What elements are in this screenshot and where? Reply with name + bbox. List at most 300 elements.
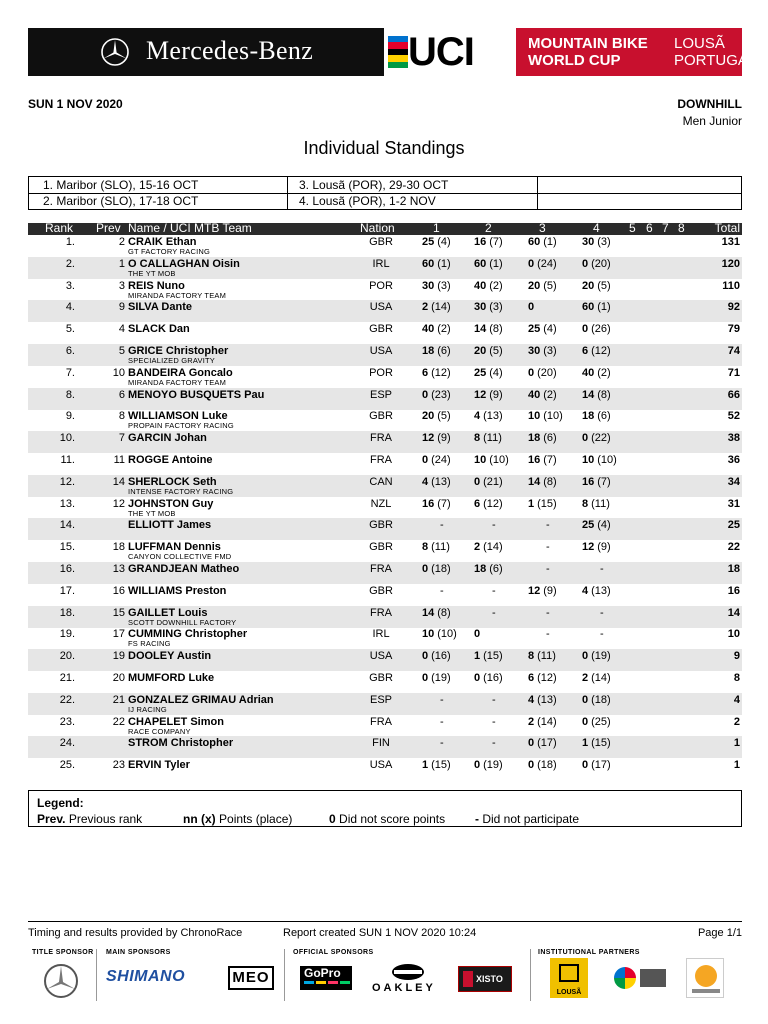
divider <box>530 949 531 1001</box>
total-cell: 18 <box>727 563 740 575</box>
oakley-ellipse-icon <box>390 963 426 981</box>
total-cell: 4 <box>733 693 740 706</box>
divider <box>287 177 288 209</box>
total-cell: 74 <box>727 345 740 357</box>
legend-title: Legend: <box>37 796 84 810</box>
turismo-text-block <box>640 969 666 987</box>
round-1-cell <box>422 367 451 380</box>
prev-rank-cell: 6 <box>118 388 125 401</box>
round-place: (22) <box>591 432 611 445</box>
round-points: 10 <box>474 454 487 466</box>
nation-cell: FIN <box>372 737 390 750</box>
round-place: (13) <box>591 584 611 597</box>
event-location <box>674 35 756 69</box>
table-row <box>28 649 742 671</box>
round-1-cell <box>422 672 451 685</box>
round-points: - <box>440 715 444 728</box>
round-place: (6) <box>543 432 557 445</box>
total-cell: 1 <box>733 759 740 772</box>
round-place: (15) <box>483 650 503 663</box>
round-place: (2) <box>543 388 557 401</box>
events-table <box>28 176 742 210</box>
round-points: 0 <box>582 432 589 445</box>
oakley-logo: OAKLEY <box>372 982 436 994</box>
event-title <box>528 35 648 69</box>
gopro-color-bar <box>304 981 352 984</box>
round-3-cell <box>528 759 557 772</box>
round-2-cell <box>474 454 509 467</box>
round-place: (19) <box>483 759 503 772</box>
round-1-cell <box>440 716 444 729</box>
round-place: (10) <box>543 410 563 423</box>
round-3-cell <box>528 301 534 314</box>
rank-cell: 24. <box>59 737 75 750</box>
round-points: - <box>440 737 444 750</box>
round-4-cell <box>582 672 611 685</box>
round-4-cell <box>582 410 611 423</box>
rider-name: SILVA Dante <box>128 301 192 314</box>
round-points: 0 <box>582 715 589 728</box>
round-3-cell <box>528 389 557 402</box>
round-place: (2) <box>489 279 503 292</box>
round-points: 6 <box>582 345 589 357</box>
round-place: (8) <box>543 475 557 488</box>
round-points: 30 <box>528 345 541 357</box>
round-3-cell <box>546 519 550 532</box>
sponsor-label-main: MAIN SPONSORS <box>106 949 171 956</box>
round-4-cell <box>582 367 611 380</box>
round-points: 20 <box>474 345 487 357</box>
total-cell: 34 <box>727 475 740 488</box>
event-3: 3. Lousã (POR), 29-30 OCT <box>299 178 449 192</box>
round-1-cell <box>422 759 451 772</box>
round-points: 0 <box>582 693 589 706</box>
nation-cell: GBR <box>369 541 393 554</box>
round-points: 4 <box>474 410 481 423</box>
rank-cell: 4. <box>65 301 75 314</box>
round-1-cell <box>440 694 444 707</box>
table-row <box>28 715 742 737</box>
col-name: Name / UCI MTB Team <box>128 221 252 235</box>
rank-cell: 12. <box>59 475 75 488</box>
round-place: (21) <box>483 475 503 488</box>
round-2-cell <box>474 280 503 293</box>
footer-page: Page 1/1 <box>697 927 742 939</box>
col-round-1: 1 <box>433 221 440 235</box>
rider-name: CUMMING Christopher <box>128 628 248 641</box>
total-cell: 25 <box>727 519 740 532</box>
round-1-cell <box>422 258 451 271</box>
ipdj-text-bar <box>692 989 720 993</box>
round-1-cell <box>422 323 451 336</box>
xisto-text: XISTO <box>476 974 503 984</box>
table-row <box>28 540 742 562</box>
round-place: (3) <box>489 301 503 314</box>
round-points: - <box>492 693 496 706</box>
category: Men Junior <box>682 114 742 128</box>
round-2-cell <box>492 694 496 707</box>
rider-name: JOHNSTON Guy <box>128 497 214 510</box>
round-place: (11) <box>483 432 502 445</box>
round-2-cell <box>474 672 503 685</box>
round-place: (16) <box>431 650 451 663</box>
col-round-7: 7 <box>662 221 669 235</box>
round-points: 0 <box>422 650 429 663</box>
total-cell: 52 <box>727 410 740 423</box>
nation-cell: CAN <box>369 475 393 488</box>
round-points: 0 <box>474 759 481 772</box>
rank-cell: 19. <box>59 628 75 641</box>
round-points: 0 <box>474 628 481 641</box>
round-points: - <box>492 737 496 750</box>
round-3-cell <box>546 628 550 641</box>
rank-cell: 14. <box>59 519 75 532</box>
legend-prev-key: Prev. <box>37 812 66 826</box>
round-points: 25 <box>422 236 435 248</box>
round-2-cell <box>474 301 503 314</box>
round-4-cell <box>582 345 611 358</box>
event-1: 1. Maribor (SLO), 15-16 OCT <box>43 178 199 192</box>
header-banner <box>28 28 757 76</box>
rank-cell: 22. <box>59 693 75 706</box>
round-place: (20) <box>537 366 557 379</box>
round-points: - <box>546 606 550 619</box>
round-2-cell <box>492 716 496 729</box>
nation-cell: USA <box>369 301 393 314</box>
round-points: 16 <box>582 475 595 488</box>
round-place: (25) <box>591 715 611 728</box>
table-row <box>28 344 742 366</box>
rank-cell: 9. <box>65 410 75 423</box>
nation-cell: USA <box>369 345 393 357</box>
round-points: 18 <box>422 345 435 357</box>
event-2: 2. Maribor (SLO), 17-18 OCT <box>43 194 199 208</box>
round-1-cell <box>422 650 451 663</box>
rider-name: ELLIOTT James <box>128 519 212 532</box>
round-place: (4) <box>597 519 611 532</box>
round-3-cell <box>528 323 557 336</box>
round-points: 6 <box>422 366 429 379</box>
round-place: (12) <box>483 497 503 510</box>
table-row <box>28 693 742 715</box>
lousa-logo <box>550 958 588 998</box>
rider-name: CRAIK Ethan <box>128 236 197 248</box>
round-1-cell <box>422 498 451 511</box>
nation-cell: IRL <box>372 257 390 270</box>
round-3-cell <box>528 476 557 489</box>
total-cell: 1 <box>733 737 740 750</box>
rank-cell: 1. <box>65 236 75 248</box>
round-4-cell <box>582 301 611 314</box>
round-1-cell <box>440 585 444 598</box>
rank-cell: 23. <box>59 715 75 728</box>
uci-logo <box>384 28 516 76</box>
nation-cell: USA <box>369 759 393 772</box>
round-place: (9) <box>543 584 557 597</box>
round-points: 8 <box>528 650 535 663</box>
total-cell: 10 <box>727 628 740 641</box>
round-points: 0 <box>422 388 429 401</box>
nation-cell: GBR <box>369 323 393 336</box>
rider-team: FS RACING <box>128 639 171 649</box>
round-4-cell <box>582 759 611 772</box>
uci-text: UCI <box>408 30 474 74</box>
round-place: (11) <box>591 497 610 510</box>
round-points: 1 <box>528 497 535 510</box>
round-points: 40 <box>422 323 435 336</box>
prev-rank-cell: 3 <box>118 279 125 292</box>
round-points: 14 <box>422 606 435 619</box>
rank-cell: 10. <box>59 432 75 445</box>
total-cell: 120 <box>721 257 740 270</box>
turismo-centro-logo <box>614 958 670 998</box>
round-points: 60 <box>582 301 595 314</box>
col-nation: Nation <box>360 221 395 235</box>
round-points: 16 <box>422 497 435 510</box>
prev-rank-cell: 15 <box>112 606 125 619</box>
round-place: (15) <box>537 497 557 510</box>
round-place: (6) <box>597 410 611 423</box>
round-3-cell <box>528 716 557 729</box>
round-place: (5) <box>543 279 557 292</box>
col-rank: Rank <box>45 221 74 235</box>
round-points: 16 <box>474 236 487 248</box>
event-4: 4. Lousã (POR), 1-2 NOV <box>299 194 436 208</box>
round-4-cell <box>582 280 611 293</box>
divider <box>284 949 285 1001</box>
round-1-cell <box>422 432 451 445</box>
prev-rank-cell: 21 <box>112 693 125 706</box>
round-3-cell <box>528 410 563 423</box>
round-place: (7) <box>597 475 611 488</box>
col-round-3: 3 <box>539 221 546 235</box>
total-cell: 66 <box>727 388 740 401</box>
prev-rank-cell: 10 <box>112 366 125 379</box>
round-place: (18) <box>431 563 451 575</box>
nation-cell: ESP <box>369 388 392 401</box>
nation-cell: GBR <box>369 410 393 423</box>
round-points: 18 <box>474 563 487 575</box>
round-place: (3) <box>597 236 611 248</box>
round-2-cell <box>474 476 503 489</box>
round-place: (15) <box>431 759 451 772</box>
round-place: (9) <box>597 541 611 554</box>
prev-rank-cell: 13 <box>112 563 125 575</box>
rank-cell: 16. <box>59 563 75 575</box>
round-points: - <box>492 584 496 597</box>
rider-name: O CALLAGHAN Oisin <box>128 257 240 270</box>
round-points: 25 <box>582 519 595 532</box>
col-round-5: 5 <box>629 221 636 235</box>
rider-team: CANYON COLLECTIVE FMD <box>128 552 232 562</box>
total-cell: 2 <box>733 715 740 728</box>
table-row <box>28 518 742 540</box>
gopro-logo <box>300 966 352 990</box>
round-1-cell <box>422 476 451 489</box>
ipdj-logo <box>686 958 724 998</box>
round-1-cell <box>422 280 451 293</box>
rank-cell: 18. <box>59 606 75 619</box>
round-points: - <box>440 519 444 532</box>
legend-prev-desc: Previous rank <box>68 812 143 826</box>
round-4-cell <box>582 650 611 663</box>
round-4-cell <box>582 432 611 445</box>
round-3-cell <box>528 367 557 380</box>
event-title-block <box>516 28 757 76</box>
round-points: 60 <box>422 257 435 270</box>
round-place: (1) <box>543 236 557 248</box>
round-points: - <box>492 606 496 619</box>
round-1-cell <box>422 236 451 249</box>
round-place: (8) <box>437 606 451 619</box>
nation-cell: FRA <box>370 563 392 575</box>
round-points: 12 <box>422 432 435 445</box>
table-row <box>28 257 742 279</box>
rank-cell: 5. <box>65 323 75 336</box>
legend-dash <box>475 812 579 826</box>
round-points: 40 <box>582 366 595 379</box>
rider-name: GARCIN Johan <box>128 432 207 445</box>
round-2-cell <box>492 585 496 598</box>
round-1-cell <box>440 737 444 750</box>
round-place: (17) <box>537 737 557 750</box>
table-row <box>28 606 742 628</box>
total-cell: 92 <box>727 301 740 314</box>
rank-cell: 15. <box>59 541 75 554</box>
round-points: 4 <box>528 693 535 706</box>
round-points: 0 <box>422 672 429 684</box>
mercedes-star-icon <box>100 37 130 67</box>
round-4-cell <box>582 258 611 271</box>
nation-cell: GBR <box>369 584 393 597</box>
round-place: (10) <box>437 628 457 641</box>
round-points: 8 <box>422 541 429 554</box>
round-points: 20 <box>422 410 435 423</box>
prev-rank-cell: 11 <box>113 454 125 466</box>
race-date: SUN 1 NOV 2020 <box>28 97 123 111</box>
round-points: 14 <box>474 323 487 336</box>
rider-team: SPECIALIZED GRAVITY <box>128 356 216 365</box>
nation-cell: USA <box>369 650 393 663</box>
round-points: 20 <box>528 279 541 292</box>
round-place: (9) <box>437 432 451 445</box>
round-place: (24) <box>431 454 451 466</box>
round-4-cell <box>600 628 604 641</box>
round-points: 0 <box>582 257 589 270</box>
round-place: (1) <box>489 257 503 270</box>
nation-cell: FRA <box>370 432 392 445</box>
rider-name: BANDEIRA Goncalo <box>128 366 233 379</box>
total-cell: 110 <box>722 279 740 292</box>
round-2-cell <box>474 258 503 271</box>
round-2-cell <box>474 759 503 772</box>
round-points: 0 <box>422 563 429 575</box>
turismo-circle-icon <box>614 967 636 989</box>
round-place: (24) <box>537 257 557 270</box>
round-4-cell <box>582 323 611 336</box>
prev-rank-cell: 19 <box>112 650 125 663</box>
round-place: (26) <box>591 323 611 336</box>
rider-name: MENOYO BUSQUETS Pau <box>128 388 265 401</box>
round-points: 10 <box>422 628 435 641</box>
round-place: (9) <box>489 388 503 401</box>
round-points: 1 <box>582 737 589 750</box>
round-place: (7) <box>489 236 503 248</box>
round-points: 60 <box>528 236 541 248</box>
round-3-cell <box>528 498 557 511</box>
uci-rainbow-stripes <box>388 36 408 68</box>
round-4-cell <box>582 236 611 249</box>
round-place: (15) <box>591 737 611 750</box>
legend-points-desc: Points (place) <box>219 812 293 826</box>
rider-name: WILLIAMS Preston <box>128 584 227 597</box>
rider-name: GAILLET Louis <box>128 606 208 619</box>
round-3-cell <box>528 345 557 358</box>
round-4-cell <box>582 476 611 489</box>
round-points: 0 <box>582 323 589 336</box>
col-round-2: 2 <box>485 221 492 235</box>
prev-rank-cell: 1 <box>118 257 125 270</box>
rider-name: ERVIN Tyler <box>128 759 190 772</box>
rider-team: GT FACTORY RACING <box>128 247 211 256</box>
rider-name: GONZALEZ GRIMAU Adrian <box>128 693 274 706</box>
round-points: 14 <box>582 388 595 401</box>
round-place: (8) <box>489 323 503 336</box>
total-cell: 31 <box>727 497 740 510</box>
table-row <box>28 322 742 344</box>
mercedes-sponsor-logo <box>40 962 82 1000</box>
nation-cell: IRL <box>372 628 390 641</box>
rank-cell: 13. <box>59 497 75 510</box>
sponsor-label-title: TITLE SPONSOR <box>32 949 94 956</box>
round-points: 60 <box>474 257 487 270</box>
round-place: (16) <box>483 672 503 684</box>
prev-rank-cell: 4 <box>118 323 125 336</box>
col-round-4: 4 <box>593 221 600 235</box>
table-row <box>28 627 742 649</box>
round-place: (3) <box>543 345 557 357</box>
round-1-cell <box>422 410 451 423</box>
rank-cell: 3. <box>65 279 75 292</box>
round-2-cell <box>474 367 503 380</box>
round-points: 30 <box>582 236 595 248</box>
nation-cell: NZL <box>370 497 392 510</box>
round-points: 16 <box>528 454 541 466</box>
round-4-cell <box>582 389 611 402</box>
prev-rank-cell: 7 <box>118 432 125 445</box>
round-place: (18) <box>537 759 557 772</box>
rider-name: SHERLOCK Seth <box>128 475 217 488</box>
round-2-cell <box>474 498 503 511</box>
col-total: Total <box>714 221 740 235</box>
divider <box>96 949 97 1001</box>
total-cell: 36 <box>727 454 740 466</box>
round-place: (8) <box>597 388 611 401</box>
round-points: 40 <box>474 279 487 292</box>
col-round-8: 8 <box>678 221 685 235</box>
shimano-logo: SHIMANO <box>106 968 186 985</box>
round-place: (23) <box>431 388 451 401</box>
round-1-cell <box>422 345 451 358</box>
round-points: 12 <box>528 584 541 597</box>
round-place: (17) <box>591 759 611 772</box>
rider-team: PROPAIN FACTORY RACING <box>128 421 234 431</box>
round-points: 0 <box>528 301 535 314</box>
rider-name: SLACK Dan <box>128 323 190 336</box>
round-4-cell <box>582 541 611 554</box>
round-place: (1) <box>437 257 451 270</box>
round-points: - <box>492 519 496 532</box>
